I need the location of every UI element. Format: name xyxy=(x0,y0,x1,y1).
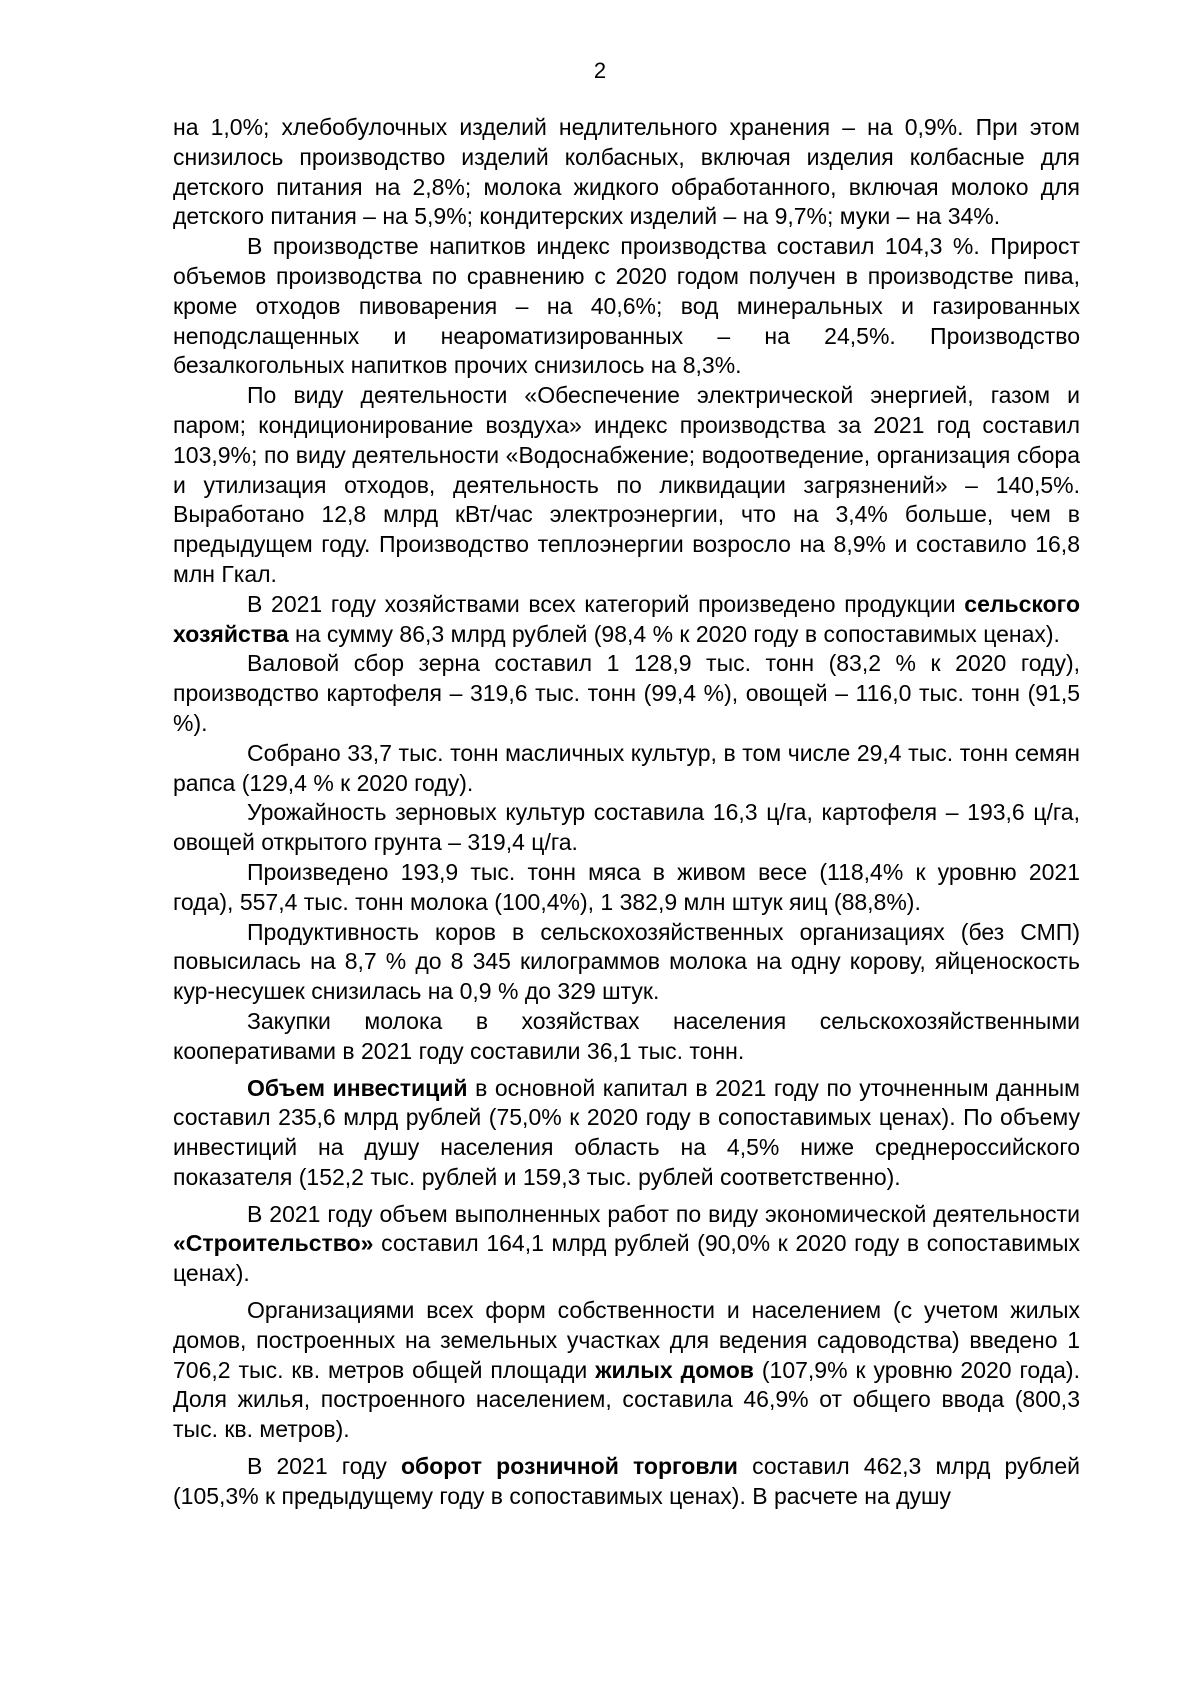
document-body xyxy=(173,113,1080,1512)
paragraph-text: Урожайность зерновых культур составила 16,3 ц/га, картофеля – 193,6 ц/га, овощей открытого грунта – 319,4 ц/га. xyxy=(173,799,1080,856)
paragraph-text: Организациями всех форм собственности и населением (с учетом жилых домов, построенных на земельных участках для ведения садоводства) введено 1 706,2 тыс. кв. метров общей площади xyxy=(173,1297,1080,1383)
paragraph-text: на сумму 86,3 млрд рублей (98,4 % к 2020 году в сопоставимых ценах). xyxy=(288,620,1060,647)
paragraph xyxy=(173,1007,1080,1067)
page-number: 2 xyxy=(593,58,607,83)
paragraph xyxy=(173,590,1080,650)
bold-term: «Строительство» xyxy=(173,1230,374,1257)
paragraph xyxy=(173,918,1080,1007)
paragraph xyxy=(173,1296,1080,1445)
paragraph-text: Валовой сбор зерна составил 1 128,9 тыс. тонн (83,2 % к 2020 году), производство картофеля – 319,6 тыс. тонн (99,4 %), овощей – 116,0 тыс. тонн (91,5 %). xyxy=(173,650,1080,736)
paragraph-text: Собрано 33,7 тыс. тонн масличных культур, в том числе 29,4 тыс. тонн семян рапса (129,4 % к 2020 году). xyxy=(173,739,1080,796)
paragraph-text: Произведено 193,9 тыс. тонн мяса в живом весе (118,4% к уровню 2021 года), 557,4 тыс. тонн молока (100,4%), 1 382,9 млн штук яиц (88,8%). xyxy=(173,858,1080,915)
paragraph-text: В 2021 году хозяйствами всех категорий произведено продукции xyxy=(247,590,965,617)
bold-term: сельского хозяйства xyxy=(173,590,1080,647)
paragraph-text: В производстве напитков индекс производства составил 104,3 %. Прирост объемов производства по сравнению с 2020 годом получен в производстве пива, кроме отходов пивоварения – на 40,6%; вод минеральных и газированных неподслащенных и неароматизированных – на 24,5%. Производство безалкогольных напитков прочих снизилось на 8,3%. xyxy=(173,233,1080,379)
paragraph xyxy=(173,1074,1080,1193)
paragraph xyxy=(173,381,1080,590)
paragraph-text: (107,9% к уровню 2020 года). Доля жилья, построенного населением, составила 46,9% от общего ввода (800,3 тыс. кв. метров). xyxy=(173,1356,1080,1443)
paragraph xyxy=(173,232,1080,381)
bold-term: Объем инвестиций xyxy=(247,1074,468,1101)
bold-term: оборот розничной торговли xyxy=(400,1453,738,1480)
paragraph-text: Продуктивность коров в сельскохозяйственных организациях (без СМП) повысилась на 8,7 % до 8 345 килограммов молока на одну корову, яйценоскость кур-несушек снизилась на 0,9 % до 329 штук. xyxy=(173,918,1080,1005)
paragraph-text: Закупки молока в хозяйствах населения сельскохозяйственными кооперативами в 2021 году составили 36,1 тыс. тонн. xyxy=(173,1007,1080,1064)
paragraph-text: на 1,0%; хлебобулочных изделий недлительного хранения – на 0,9%. При этом снизилось производство изделий колбасных, включая изделия колбасные для детского питания на 2,8%; молока жидкого обработанного, включая молоко для детского питания – на 5,9%; кондитерских изделий – на 9,7%; муки – на 34%. xyxy=(173,114,1080,230)
paragraph xyxy=(173,649,1080,738)
paragraph-text: составил 462,3 млрд рублей (105,3% к предыдущему году в сопоставимых ценах). В расчете на душу xyxy=(173,1453,1080,1509)
paragraph xyxy=(173,113,1080,232)
paragraph xyxy=(173,739,1080,799)
paragraph-text: В 2021 году объем выполненных работ по виду экономической деятельности xyxy=(247,1200,1080,1227)
paragraph xyxy=(173,1452,1080,1512)
paragraph xyxy=(173,1200,1080,1289)
bold-term: жилых домов xyxy=(595,1356,754,1383)
paragraph-text: По виду деятельности «Обеспечение электрической энергией, газом и паром; кондиционирование воздуха» индекс производства за 2021 год составил 103,9%; по виду деятельности «Водоснабжение; водоотведение, организация сбора и утилизация отходов, деятельность по ликвидации загрязнений» – 140,5%. Выработано 12,8 млрд кВт/час электроэнергии, что на 3,4% больше, чем в предыдущем году. Производство теплоэнергии возросло на 8,9% и составило 16,8 млн Гкал. xyxy=(173,382,1080,587)
paragraph xyxy=(173,858,1080,918)
paragraph-text: В 2021 году xyxy=(247,1453,401,1480)
paragraph-text: составил 164,1 млрд рублей (90,0% к 2020 году в сопоставимых ценах). xyxy=(173,1230,1080,1287)
paragraph-text: в основной капитал в 2021 году по уточненным данным составил 235,6 млрд рублей (75,0% к 2020 году в сопоставимых ценах). По объему инвестиций на душу населения область на 4,5% ниже среднероссийского показателя (152,2 тыс. рублей и 159,3 тыс. рублей соответственно). xyxy=(173,1074,1080,1190)
paragraph xyxy=(173,798,1080,858)
